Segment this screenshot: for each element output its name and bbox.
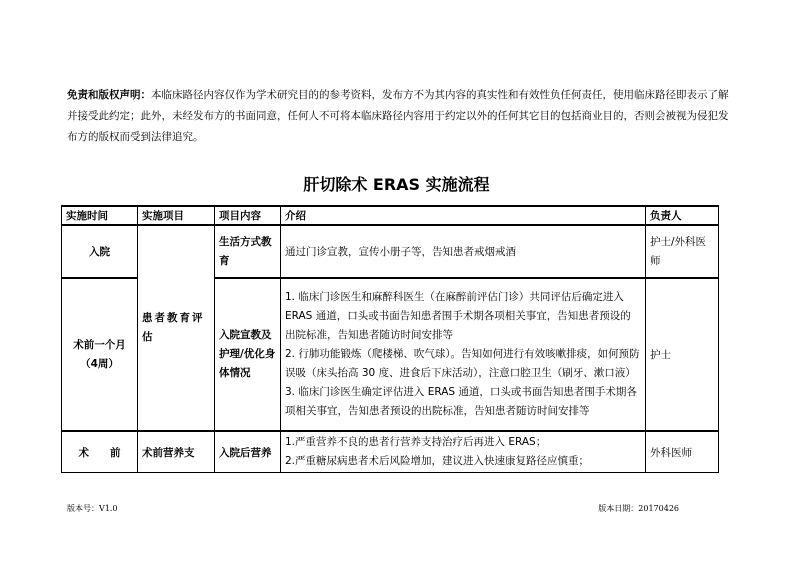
disclaimer-label: 免责和版权声明： <box>67 89 151 101</box>
footer-version: 版本号：V1.0 <box>67 504 118 513</box>
row-time: 术前一个月（4周） <box>62 278 138 431</box>
header-content: 项目内容 <box>215 206 281 225</box>
table-row <box>62 225 719 278</box>
eras-table <box>61 205 719 473</box>
disclaimer-text: 本临床路径内容仅作为学术研究目的的参考资料，发布方不为其内容的真实性和有效性负任何责任，使用临床路径即表示了解并接受此约定；此外，未经发布方的书面同意，任何人不可将本临床路径内容用于约定以外的任何其它目的包括商业目的，否则会被视为侵犯发布方的版权而受到法律追究。 <box>67 89 729 143</box>
row-time: 术 前 <box>62 431 138 473</box>
intro-line: 2. 行肺功能锻炼（爬楼梯、吹气球）。告知如何进行有效咳嗽排痰，如何预防误吸（床头抬高 30 度、进食后下床活动），注意口腔卫生（刷牙、漱口液） <box>285 348 640 379</box>
page-title: 肝切除术 ERAS 实施流程 <box>303 175 490 194</box>
header-owner: 负责人 <box>646 206 719 225</box>
row-owner: 外科医师 <box>646 431 719 473</box>
row-content: 入院宣教及护理/优化身体情况 <box>215 278 281 431</box>
row-owner: 护士 <box>646 278 719 431</box>
row-owner: 护士/外科医师 <box>646 225 719 278</box>
row-project: 术前营养支 <box>138 431 215 473</box>
row-intro <box>281 431 646 473</box>
intro-line: 3. 临床门诊医生确定评估进入 ERAS 通道，口头或书面告知患者围手术期各项相关事宜，告知患者预设的出院标准，告知患者随访时间安排等 <box>285 386 637 417</box>
header-project: 实施项目 <box>138 206 215 225</box>
row-time: 入院 <box>62 225 138 278</box>
header-time: 实施时间 <box>62 206 138 225</box>
row-content: 入院后营养 <box>215 431 281 473</box>
intro-line: 1.严重营养不良的患者行营养支持治疗后再进入 ERAS； <box>285 436 547 448</box>
intro-line: 1. 临床门诊医生和麻醉科医生（在麻醉前评估门诊）共同评估后确定进入 ERAS 通道，口头或书面告知患者围手术期各项相关事宜，告知患者预设的出院标准，告知患者随访时间安排等 <box>285 291 631 341</box>
intro-line: 通过门诊宣教，宣传小册子等，告知患者戒烟戒酒 <box>285 246 516 258</box>
row-content: 生活方式教育 <box>215 225 281 278</box>
row-intro <box>281 278 646 431</box>
footer-date: 版本日期：20170426 <box>598 504 679 513</box>
intro-line: 2.严重糖尿病患者术后风险增加，建议进入快速康复路径应慎重； <box>285 455 590 467</box>
row-intro <box>281 225 646 278</box>
header-intro: 介绍 <box>281 206 646 225</box>
row-project: 患者教育评估 <box>138 225 215 431</box>
disclaimer <box>67 85 730 148</box>
table-header-row <box>62 206 719 225</box>
table-row <box>62 431 719 473</box>
